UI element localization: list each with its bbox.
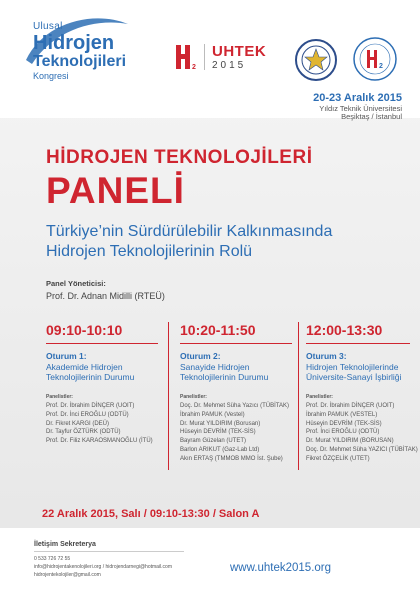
panelist: Dr. Tayfur ÖZTÜRK (ODTÜ) (46, 429, 121, 436)
panel-title-line-2: PANELİ (46, 170, 185, 211)
uhtek-year: 2015 (212, 60, 247, 71)
logo-line-2: Hidrojen (33, 32, 115, 54)
venue-line-1: Yıldız Teknik Üniversitesi (319, 103, 402, 113)
event-dates: 20-23 Aralık 2015 (313, 92, 402, 104)
contact-phone: 0 533 726 72 55 (34, 556, 71, 562)
uhtek-name: UHTEK (212, 43, 267, 60)
moderator-name: Prof. Dr. Adnan Midilli (RTEÜ) (46, 291, 165, 301)
venue-line-2: Beşiktaş / İstanbul (341, 112, 402, 122)
event-datetime-location: 22 Aralık 2015, Salı / 09:10-13:30 / Salon A (42, 508, 260, 520)
panelist: Fikret ÖZÇELİK (UTET) (306, 455, 370, 462)
panelist: İbrahim PAMUK (Vestel) (180, 412, 245, 419)
contact-emails: info@hidrojentakenolojileri.org / hidrojendarnegi@hotmail.com (34, 564, 173, 570)
panelist: İbrahim PAMUK (VESTEL) (306, 412, 378, 419)
session-description (46, 362, 164, 382)
university-seal-icon (294, 38, 338, 82)
panelist-list (306, 402, 418, 463)
subtitle-line-1: Türkiye’nin Sürdürülebilir Kalkınmasında (46, 223, 333, 240)
hydrogen-association-seal-icon (352, 36, 398, 82)
congress-logo (33, 22, 126, 81)
session-desc-line-1: Hidrojen Teknolojilerinde (306, 362, 399, 372)
session-title: Oturum 2: (180, 351, 221, 361)
panelist-list (46, 402, 164, 445)
session-title: Oturum 3: (306, 351, 347, 361)
session-description (306, 362, 414, 382)
session-rule (46, 343, 158, 344)
uhtek-logo (212, 44, 266, 71)
panelist: Dr. Fikret KARGI (DEÜ) (46, 420, 110, 427)
logo-line-1: Ulusal (33, 21, 63, 32)
session-3 (306, 322, 418, 463)
website-link[interactable]: www.uhtek2015.org (230, 562, 332, 574)
h2-logo-icon (175, 44, 199, 70)
session-time: 12:00-13:30 (306, 322, 383, 338)
panelist: Prof. İnci EROĞLU (ODTÜ) (306, 429, 380, 436)
logo-line-3: Teknolojileri (33, 53, 127, 70)
svg-text:2: 2 (192, 64, 196, 70)
panelists-label: Panelistler: (46, 394, 73, 401)
moderator-label: Panel Yöneticisi: (46, 279, 106, 288)
session-desc-line-2: Teknolojilerinin Durumu (46, 372, 135, 383)
panelist: Akın ERTAŞ (TMMOB MMO İst. Şube) (180, 455, 283, 462)
contact-title: İletişim Sekreterya (34, 541, 96, 548)
panelists-label: Panelistler: (306, 394, 333, 401)
panelists-label: Panelistler: (180, 394, 207, 401)
panelist: Prof. Dr. İbrahim DİNÇER (UOIT) (306, 403, 395, 410)
svg-text:2: 2 (379, 63, 383, 70)
panelist-list (180, 402, 298, 463)
session-rule (306, 343, 410, 344)
panelist: Doç. Dr. Mehmet Süha Yazıcı (TÜBİTAK) (180, 403, 290, 410)
panelist: Dr. Murat YILDIRIM (Borusan) (180, 420, 261, 427)
panelist: Dr. Murat YILDIRIM (BORUSAN) (306, 438, 394, 445)
subtitle-line-2: Hidrojen Teknolojilerinin Rolü (46, 242, 253, 260)
contact-email-2[interactable]: hidrojentekolojiler@gmail.com (34, 572, 101, 578)
logo-line-4: Kongresi (33, 71, 69, 81)
panel-subtitle (46, 222, 376, 261)
session-desc-line-2: Teknolojilerinin Durumu (180, 372, 269, 383)
panelist: Prof. Dr. İnci EROĞLU (ODTÜ) (46, 412, 129, 419)
session-divider (298, 322, 299, 470)
panelist: Prof. Dr. Filiz KARAOSMANOĞLU (İTÜ) (46, 438, 153, 445)
contact-rule (34, 551, 184, 552)
panelist: Barlon ARIKUT (Gaz-Lab Ltd) (180, 446, 260, 453)
session-desc-line-2: Üniversite-Sanayi İşbirliği (306, 372, 402, 383)
session-time: 10:20-11:50 (180, 322, 256, 338)
session-description (180, 362, 298, 382)
session-time: 09:10-10:10 (46, 322, 123, 338)
session-rule (180, 343, 292, 344)
session-1 (46, 322, 164, 446)
panelist: Prof. Dr. İbrahim DİNÇER (UOIT) (46, 403, 135, 410)
session-title: Oturum 1: (46, 351, 87, 361)
panelist: Hüseyin DEVRİM (TEK-SİS) (306, 420, 382, 427)
panel-title-line-1: HİDROJEN TEKNOLOJİLERİ (46, 147, 313, 168)
panelist: Hüseyin DEVRİM (TEK-SİS) (180, 429, 256, 436)
session-desc-line-1: Sanayide Hidrojen (180, 362, 250, 372)
session-2 (180, 322, 298, 463)
logo-divider (204, 44, 205, 70)
session-desc-line-1: Akademide Hidrojen (46, 362, 123, 372)
panelist: Bayram Güzelan (UTET) (180, 438, 247, 445)
panelist: Doç. Dr. Mehmet Süha YAZICI (TÜBİTAK) (306, 446, 418, 453)
session-divider (168, 322, 169, 470)
